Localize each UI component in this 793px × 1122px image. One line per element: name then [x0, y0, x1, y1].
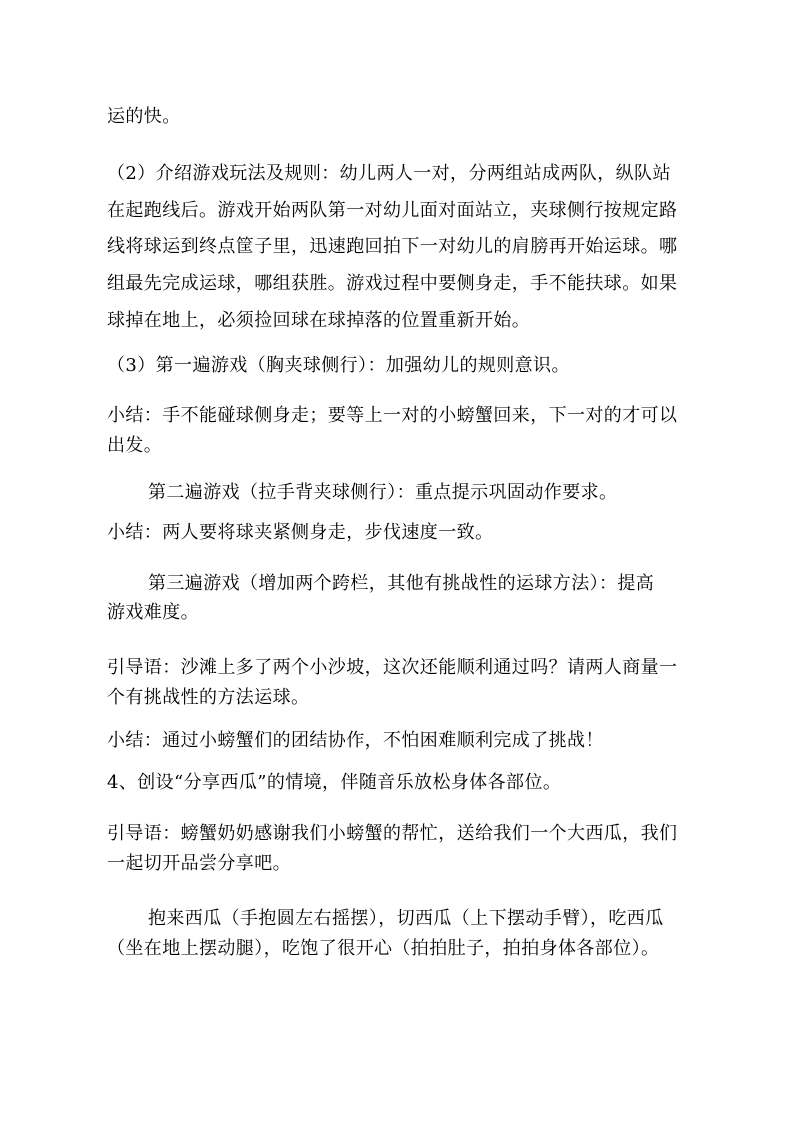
text-line: 个有挑战性的方法运球。 [107, 687, 310, 708]
text-line: 引导语：沙滩上多了两个小沙坡，这次还能顺利通过吗？请两人商量一 [107, 657, 678, 678]
text-line: 一起切开品尝分享吧。 [107, 853, 291, 874]
text-line: 线将球运到终点筐子里，迅速跑回拍下一对幼儿的肩膀再开始运球。哪 [107, 236, 678, 257]
text-line: （坐在地上摆动腿），吃饱了很开心（拍拍肚子，拍拍身体各部位）。 [107, 938, 660, 959]
text-line: 在起跑线后。游戏开始两队第一对幼儿面对面站立，夹球侧行按规定路 [107, 200, 678, 221]
text-line: 球掉在地上，必须捡回球在球掉落的位置重新开始。 [107, 310, 531, 331]
text-line: 游戏难度。 [107, 602, 199, 623]
text-line: 引导语：螃蟹奶奶感谢我们小螃蟹的帮忙，送给我们一个大西瓜，我们 [107, 823, 678, 844]
text-line: 小结：手不能碰球侧身走；要等上一对的小螃蟹回来，下一对的才可以 [107, 405, 678, 426]
text-line: 第二遍游戏（拉手背夹球侧行）：重点提示巩固动作要求。 [148, 482, 618, 503]
text-line: 抱来西瓜（手抱圆左右摇摆），切西瓜（上下摆动手臂），吃西瓜 [148, 908, 664, 929]
text-line: 出发。 [107, 435, 163, 456]
text-line: 4、创设“分享西瓜”的情境，伴随音乐放松身体各部位。 [107, 772, 562, 793]
text-line: 运的快。 [107, 106, 181, 127]
text-line: （2）介绍游戏玩法及规则：幼儿两人一对，分两组站成两队，纵队站 [107, 163, 671, 184]
text-line: 小结：两人要将球夹紧侧身走，步伐速度一致。 [107, 522, 494, 543]
text-line: （3）第一遍游戏（胸夹球侧行）：加强幼儿的规则意识。 [107, 355, 570, 376]
text-line: 小结：通过小螃蟹们的团结协作，不怕困难顺利完成了挑战！ [107, 730, 604, 751]
text-line: 第三遍游戏（增加两个跨栏，其他有挑战性的运球方法）：提高 [148, 573, 655, 594]
text-line: 组最先完成运球，哪组获胜。游戏过程中要侧身走，手不能扶球。如果 [107, 273, 678, 294]
